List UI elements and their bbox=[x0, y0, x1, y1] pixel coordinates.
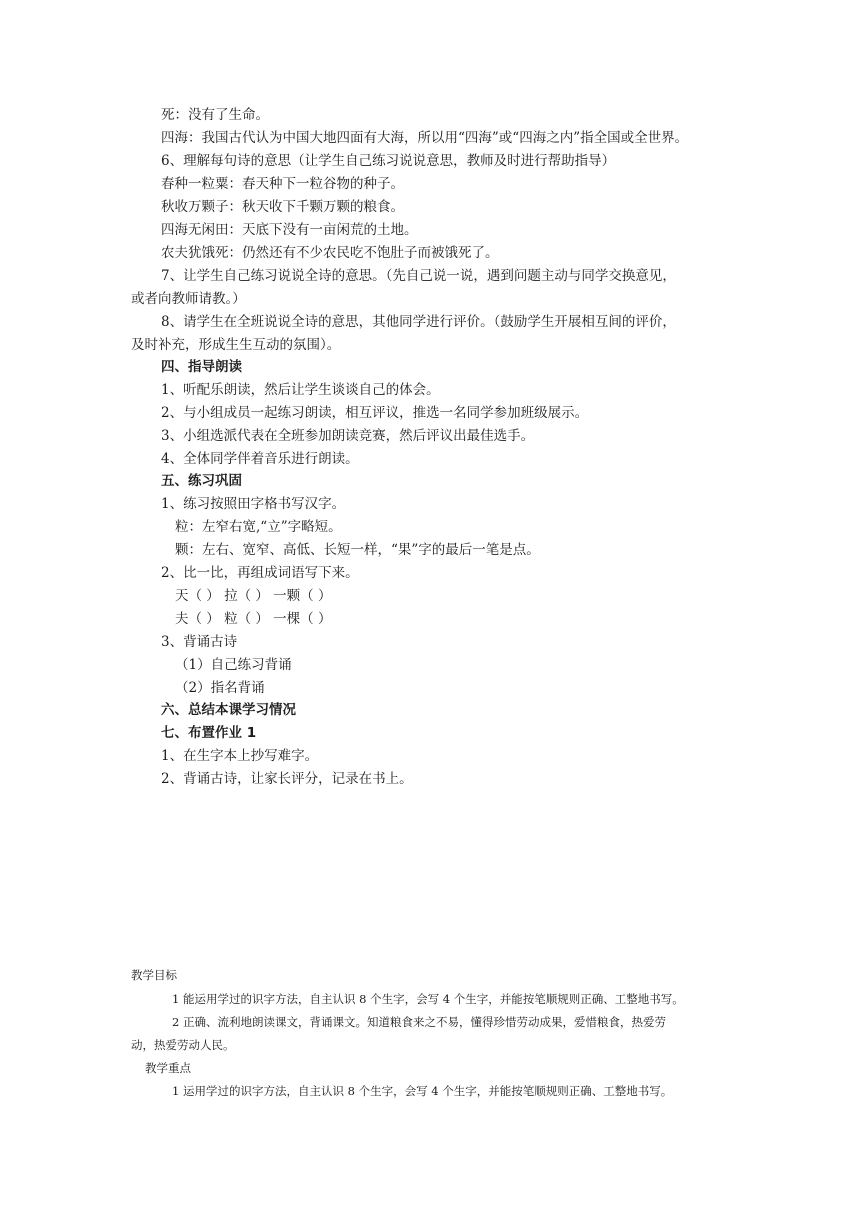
term-si: 死：没有了生命。 bbox=[161, 107, 269, 123]
recite-2: （2）指名背诵 bbox=[175, 680, 265, 696]
focus-1: 1 运用学过的识字方法，自主认识 8 个生字，会写 4 个生字，并能按笔顺规则正确、工整地书写。 bbox=[172, 1084, 673, 1098]
step-7-cont: 或者向教师请教。） bbox=[131, 291, 246, 307]
section-heading-6: 六、总结本课学习情况 bbox=[161, 702, 296, 718]
read-step-3: 3、小组选派代表在全班参加朗读竞赛，然后评议出最佳选手。 bbox=[161, 428, 535, 444]
step-8: 8、请学生在全班说说全诗的意思，其他同学进行评价。（鼓励学生开展相互间的评价， bbox=[161, 314, 676, 330]
practice-3: 3、背诵古诗 bbox=[161, 634, 238, 650]
compare-row-1: 天（ ） 拉（ ） 一颗（ ） bbox=[175, 588, 332, 604]
char-li: 粒：左窄右宽,“立”字略短。 bbox=[175, 519, 342, 535]
read-step-4: 4、全体同学伴着音乐进行朗读。 bbox=[161, 451, 359, 467]
goal-2: 2 正确、流利地朗读课文，背诵课文。知道粮食来之不易，懂得珍惜劳动成果，爱惜粮食，热爱劳 bbox=[172, 1015, 666, 1029]
section-heading-7: 七、布置作业 1 bbox=[161, 725, 257, 741]
step-6: 6、理解每句诗的意思（让学生自己练习说说意思，教师及时进行帮助指导） bbox=[161, 153, 616, 169]
goal-2-cont: 动，热爱劳动人民。 bbox=[131, 1038, 235, 1052]
line-explain-3: 四海无闲田：天底下没有一亩闲荒的土地。 bbox=[161, 222, 418, 238]
teaching-focus-title: 教学重点 bbox=[145, 1061, 191, 1075]
practice-1: 1、练习按照田字格书写汉字。 bbox=[161, 496, 346, 512]
read-step-1: 1、听配乐朗读，然后让学生谈谈自己的体会。 bbox=[161, 382, 440, 398]
homework-2: 2、背诵古诗，让家长评分，记录在书上。 bbox=[161, 771, 413, 787]
step-7: 7、让学生自己练习说说全诗的意思。（先自己说一说，遇到问题主动与同学交换意见， bbox=[161, 268, 676, 284]
term-sihai: 四海：我国古代认为中国大地四面有大海，所以用“四海”或“四海之内”指全国或全世界。 bbox=[161, 130, 689, 146]
compare-row-2: 夫（ ） 粒（ ） 一棵（ ） bbox=[175, 611, 332, 627]
goal-1: 1 能运用学过的识字方法，自主认识 8 个生字，会写 4 个生字，并能按笔顺规则正确、工整地书写。 bbox=[172, 992, 684, 1006]
line-explain-4: 农夫犹饿死：仍然还有不少农民吃不饱肚子而被饿死了。 bbox=[161, 245, 499, 261]
line-explain-2: 秋收万颗子：秋天收下千颗万颗的粮食。 bbox=[161, 199, 404, 215]
recite-1: （1）自己练习背诵 bbox=[175, 657, 292, 673]
teaching-goals-title: 教学目标 bbox=[131, 968, 177, 982]
line-explain-1: 春种一粒粟：春天种下一粒谷物的种子。 bbox=[161, 176, 404, 192]
read-step-2: 2、与小组成员一起练习朗读，相互评议，推选一名同学参加班级展示。 bbox=[161, 405, 589, 421]
step-8-cont: 及时补充，形成生生互动的氛围）。 bbox=[131, 337, 341, 353]
section-heading-4: 四、指导朗读 bbox=[161, 359, 242, 375]
practice-2: 2、比一比，再组成词语写下来。 bbox=[161, 565, 359, 581]
homework-1: 1、在生字本上抄写难字。 bbox=[161, 748, 319, 764]
section-heading-5: 五、练习巩固 bbox=[161, 473, 242, 489]
char-ke: 颗：左右、宽窄、高低、长短一样，“果”字的最后一笔是点。 bbox=[175, 542, 540, 558]
